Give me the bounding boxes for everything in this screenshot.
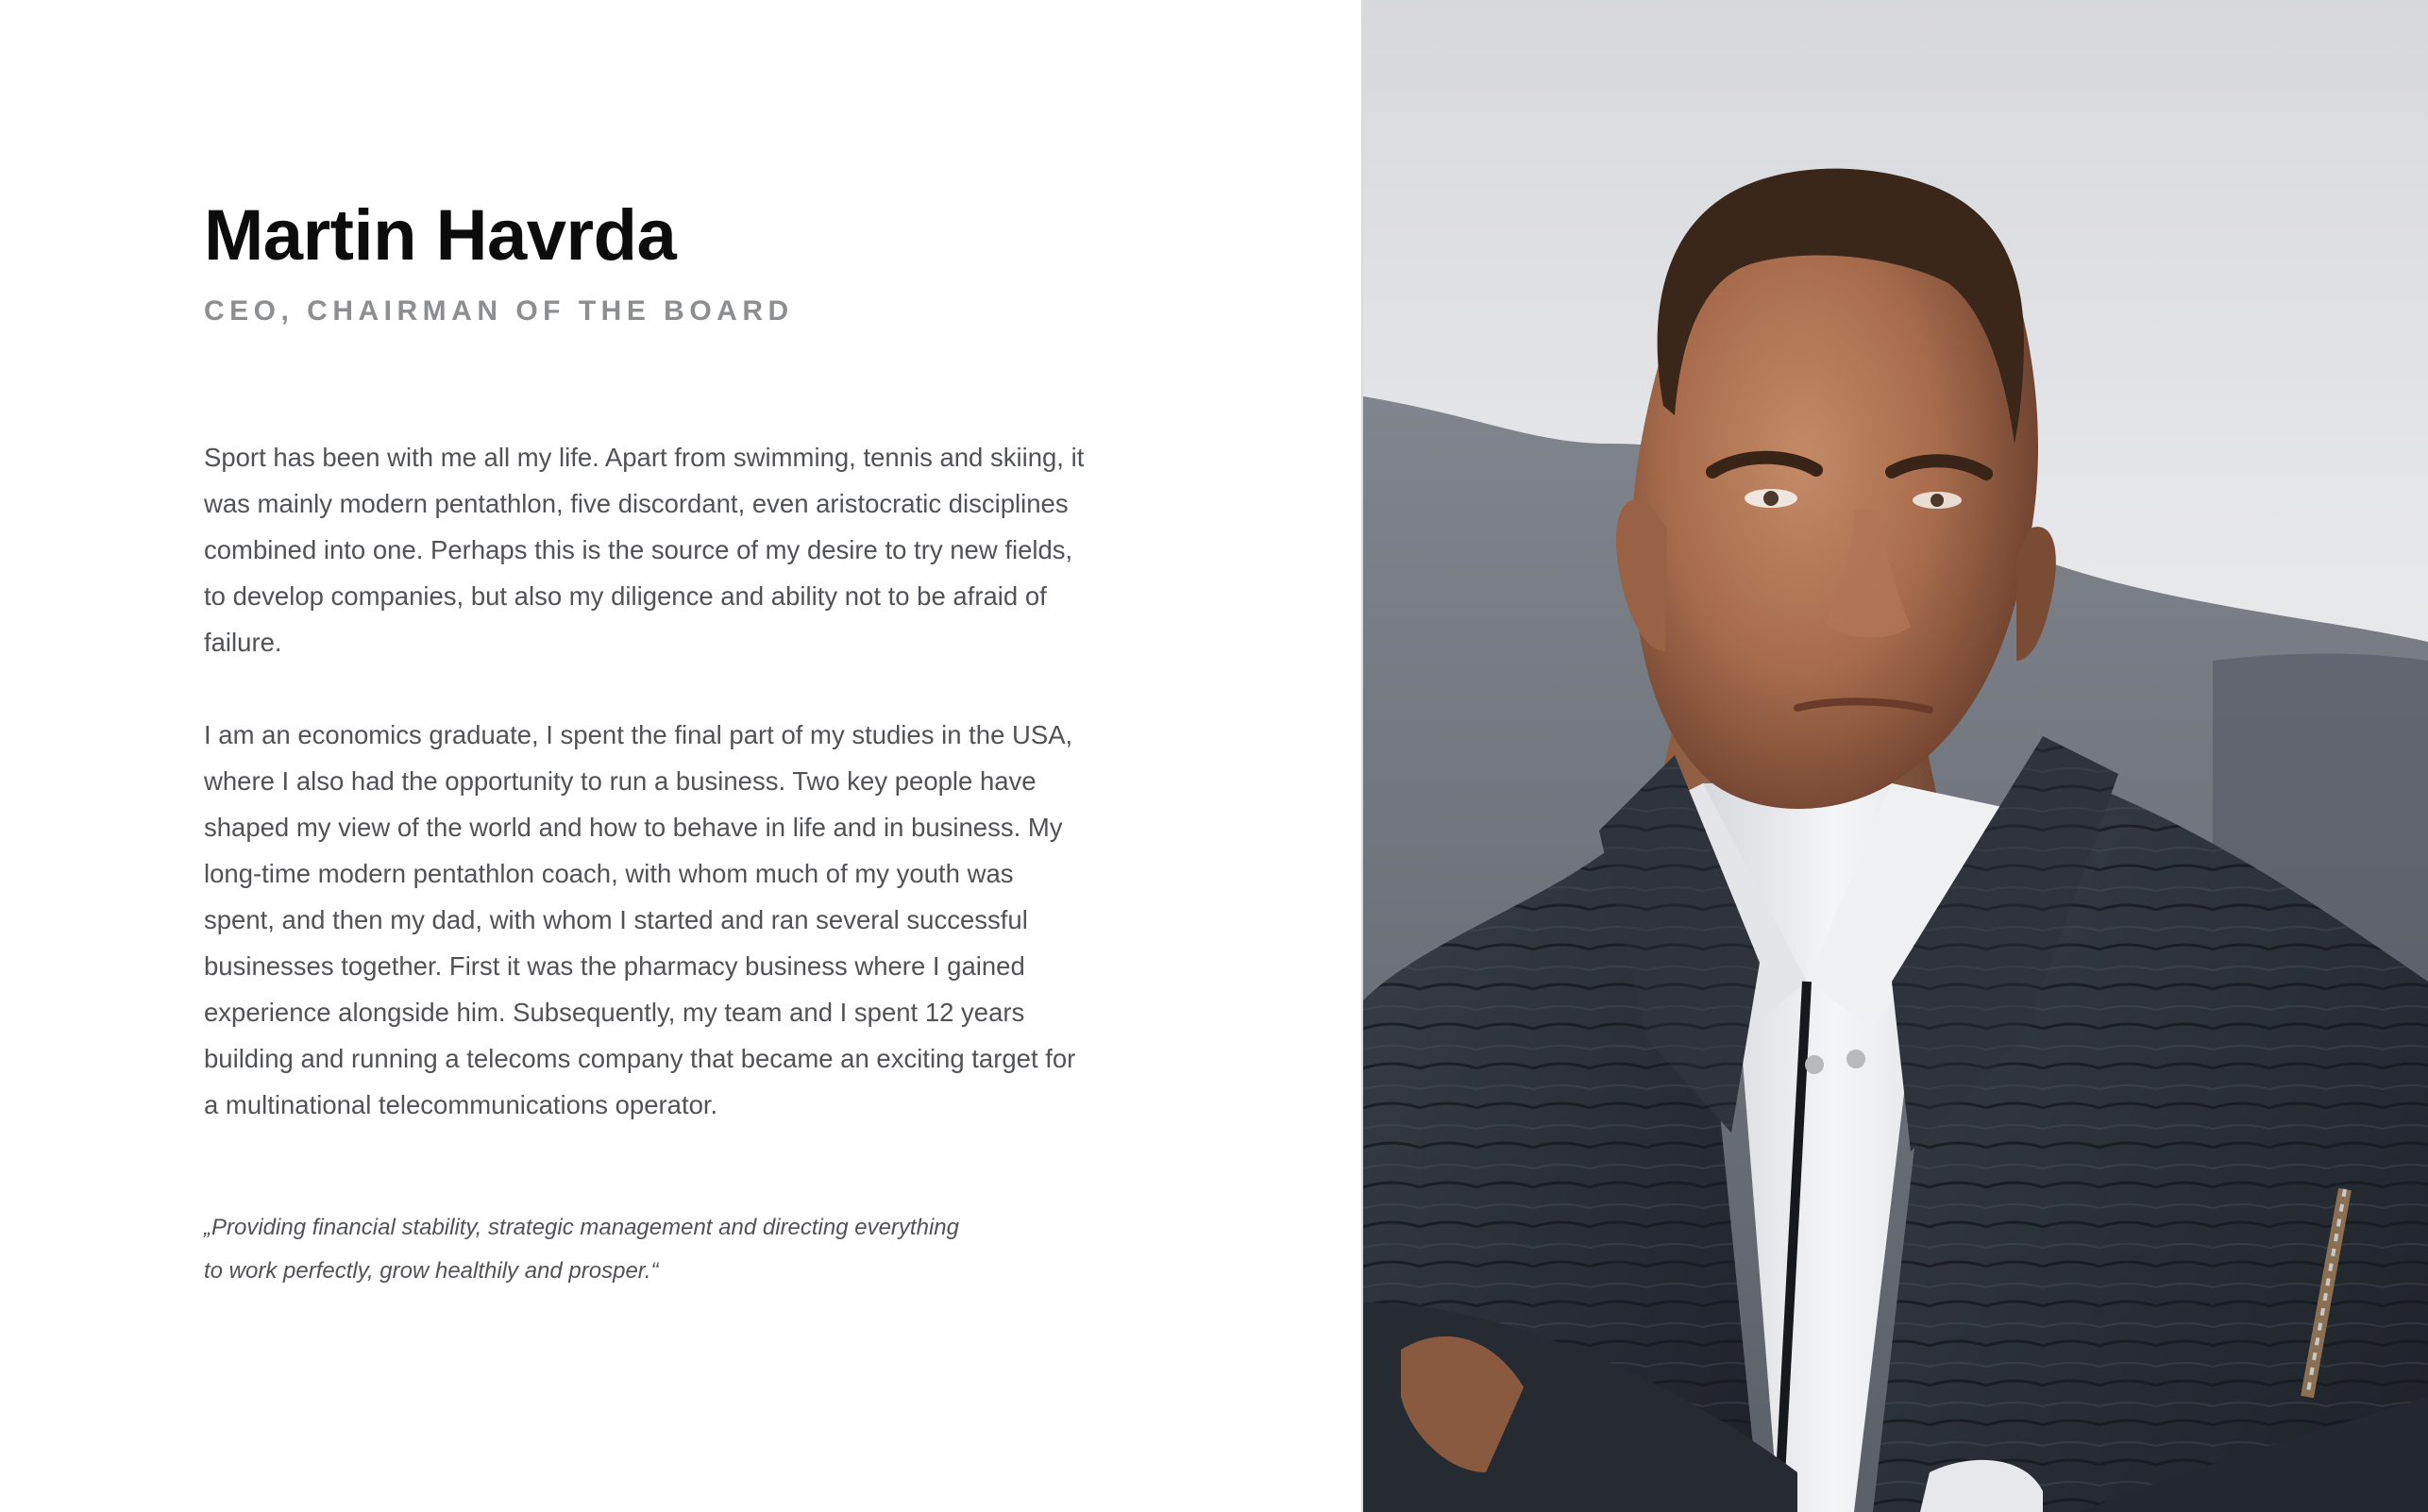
profile-text-column xyxy=(204,189,1091,1293)
person-name: Martin Havrda xyxy=(204,195,677,276)
bio-paragraph-2: I am an economics graduate, I spent the final part of my studies in the USA, where I also had the opportunity to run a business. Two key people have shaped my view of the world and how to behave in life and in business. My long-time modern pentathlon coach, with whom much of my youth was spent, and then my dad, with whom I started and ran several successful businesses together. First it was the pharmacy business where I gained experience alongside him. Subsequently, my team and I spent 12 years building and running a telecoms company that became an exciting target for a multinational telecommunications operator. xyxy=(204,720,1076,1119)
portrait-photo xyxy=(1363,0,2428,1512)
person-role: CEO, CHAIRMAN OF THE BOARD xyxy=(204,295,794,327)
bio-paragraph-1: Sport has been with me all my life. Apart from swimming, tennis and skiing, it was mainly modern pentathlon, five discordant, even aristocratic disciplines combined into one. Perhaps this is the source of my desire to try new fields, to develop companies, but also my diligence and ability not to be afraid of failure. xyxy=(204,443,1085,657)
personal-quote: „Providing financial stability, strategic management and directing everything to work perfectly, grow healthily and prosper.“ xyxy=(204,1215,959,1284)
